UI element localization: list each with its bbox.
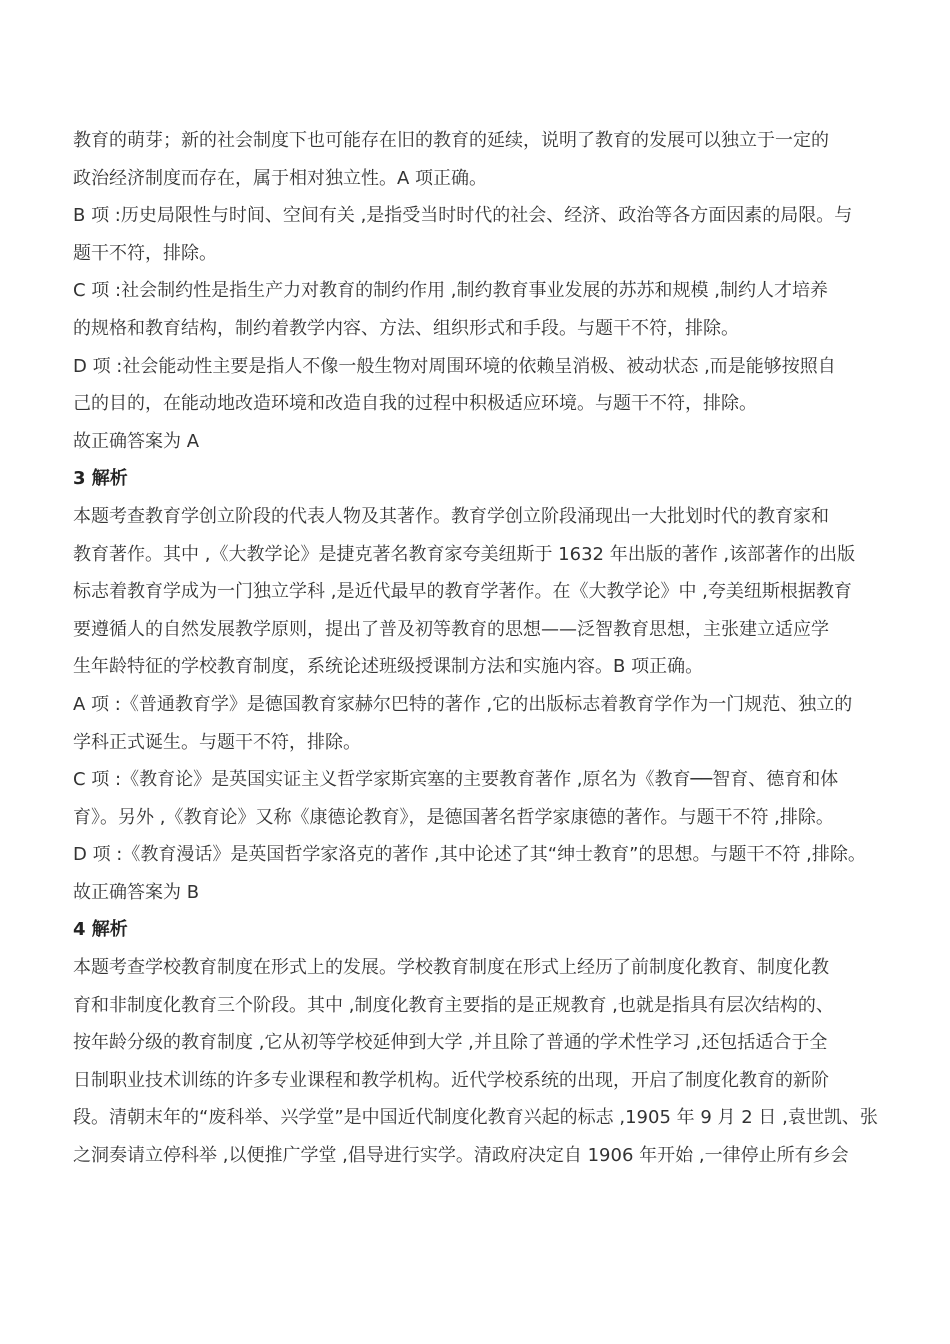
text-line: 题干不符，排除。 [73,242,217,264]
text-line: B 项 :历史局限性与时间、空间有关 ,是指受当时时代的社会、经济、政治等各方面因素的局限。与 [73,205,853,227]
text-line: 段。清朝末年的“废科举、兴学堂”是中国近代制度化教育兴起的标志 ,1905 年 9 月 2 日 ,袁世凯、张 [73,1107,878,1129]
text-line: 故正确答案为 B [73,881,200,903]
text-line: 要遵循人的自然发展教学原则，提出了普及初等教育的思想——泛智教育思想，主张建立适应学 [73,618,829,640]
text-line: C 项 :社会制约性是指生产力对教育的制约作用 ,制约教育事业发展的苏苏和规模 ,制约人才培养 [73,280,828,302]
text-line: A 项 :《普通教育学》是德国教育家赫尔巴特的著作 ,它的出版标志着教育学作为一门规范、独立的 [73,693,853,715]
text-line: D 项 :社会能动性主要是指人不像一般生物对周围环境的依赖呈消极、被动状态 ,而是能够按照自 [73,355,836,377]
text-line: 本题考查学校教育制度在形式上的发展。学校教育制度在形式上经历了前制度化教育、制度化教 [73,957,829,979]
document-body [73,122,879,1175]
section-heading: 4 解析 [73,919,128,941]
text-line: 学科正式诞生。与题干不符，排除。 [73,731,361,753]
text-line: 政治经济制度而存在，属于相对独立性。A 项正确。 [73,167,488,189]
text-line: 之洞奏请立停科举 ,以便推广学堂 ,倡导进行实学。清政府决定自 1906 年开始 ,一律停止所有乡会 [73,1145,849,1167]
text-line: 教育的萌芽；新的社会制度下也可能存在旧的教育的延续，说明了教育的发展可以独立于一定的 [73,130,829,151]
text-line: D 项 :《教育漫话》是英国哲学家洛克的著作 ,其中论述了其“绅士教育”的思想。与题干不符 ,排除。 [73,844,866,866]
text-line: 育和非制度化教育三个阶段。其中 ,制度化教育主要指的是正规教育 ,也就是指具有层次结构的、 [73,994,834,1016]
text-line: 教育著作。其中 ,《大教学论》是捷克著名教育家夸美纽斯于 1632 年出版的著作 ,该部著作的出版 [73,543,856,565]
text-line: C 项 :《教育论》是英国实证主义哲学家斯宾塞的主要教育著作 ,原名为《教育──智育、德育和体 [73,769,839,791]
text-line: 育》。另外 ,《教育论》又称《康德论教育》，是德国著名哲学家康德的著作。与题干不符 ,排除。 [73,806,834,828]
text-line: 本题考查教育学创立阶段的代表人物及其著作。教育学创立阶段涌现出一大批划时代的教育家和 [73,505,829,527]
text-line: 按年龄分级的教育制度 ,它从初等学校延伸到大学 ,并且除了普通的学术性学习 ,还包括适合于全 [73,1032,828,1054]
text-line: 故正确答案为 A [73,430,200,452]
text-line: 日制职业技术训练的许多专业课程和教学机构。近代学校系统的出现，开启了制度化教育的新阶 [73,1069,829,1091]
section-heading: 3 解析 [73,468,128,490]
text-line: 的规格和教育结构，制约着教学内容、方法、组织形式和手段。与题干不符，排除。 [73,317,739,339]
text-line: 己的目的，在能动地改造环境和改造自我的过程中积极适应环境。与题干不符，排除。 [73,393,757,415]
text-line: 标志着教育学成为一门独立学科 ,是近代最早的教育学著作。在《大教学论》中 ,夸美纽斯根据教育 [73,581,852,603]
text-line: 生年龄特征的学校教育制度，系统论述班级授课制方法和实施内容。B 项正确。 [73,656,704,678]
